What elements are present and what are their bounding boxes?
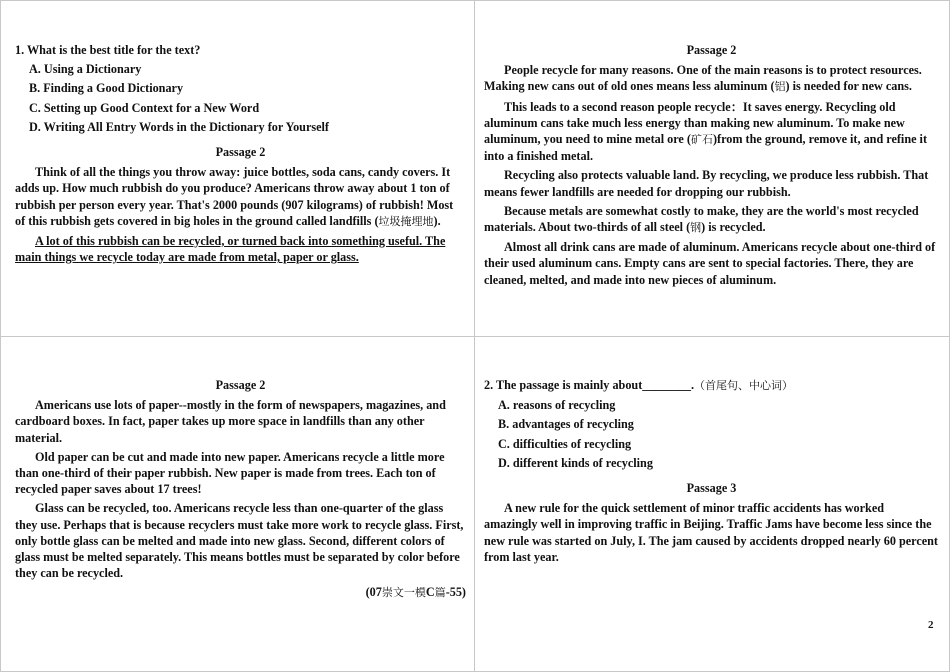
option-c: C. Setting up Good Context for a New Word: [29, 100, 260, 115]
passage-title: Passage 2: [686, 43, 737, 57]
option-d: D. different kinds of recycling: [498, 455, 653, 470]
option-d: D. Writing All Entry Words in the Dictionary for Yourself: [29, 119, 329, 134]
paragraph: Think of all the things you throw away: juice bottles, soda cans, candy covers. It adds up. How much rubbish do you produce? Americans throw away about 1 ton of rubbish per person every year. That's 2000 pounds (907 kilograms) of rubbish! Most of this rubbish gets covered in big holes in the ground called landfills (垃圾掩埋地).: [15, 165, 454, 228]
passage-title: Passage 3: [686, 481, 737, 496]
page-number: 2: [928, 619, 934, 631]
question-2: 2. The passage is mainly about________.（首尾句、中心词）: [484, 378, 794, 392]
cjk-gloss: 铝: [774, 80, 786, 94]
cjk-gloss: 钢: [690, 221, 702, 235]
option-b: B. advantages of recycling: [498, 417, 634, 432]
option-a: A. Using a Dictionary: [29, 62, 142, 77]
paragraph: A new rule for the quick settlement of minor traffic accidents has worked amazingly well in improving traffic in Beijing. Traffic Jams have become less since the new rule was started on July, I. The jam caused by accidents dropped nearly 60 percent from last year.: [484, 501, 938, 564]
bottom-left-panel: [15, 377, 466, 602]
bottom-right-panel: [484, 377, 939, 568]
paragraph: This leads to a second reason people recycle：It saves energy. Recycling old aluminum cans take much less energy than making new aluminum. To make new aluminum, you need to mine metal ore (矿石)from the ground, remove it, and refine it into a finished metal.: [484, 99, 928, 164]
paragraph: Because metals are somewhat costly to make, they are the world's most recycled materials. About two-thirds of all steel (钢) is recycled.: [484, 203, 919, 235]
cjk-gloss: 矿石: [690, 133, 713, 147]
paragraph: Glass can be recycled, too. Americans recycle less than one-quarter of the glass they use. Perhaps that is because recyclers must take more work to recycle glass. First, only bottle glass can be melted and made into new glass. Second, different colors of glass must be melted separately. This means bottles must be separated by color before they can be recycled.: [15, 501, 464, 581]
top-left-panel: [15, 42, 466, 268]
paragraph: Old paper can be cut and made into new paper. Americans recycle a little more than one-third of their paper rubbish. New paper is made from trees. Each ton of recycled paper saves about 17 trees!: [15, 449, 445, 497]
paragraph: Americans use lots of paper--mostly in the form of newspapers, magazines, and cardboard boxes. In fact, paper takes up more space in landfills than any other material.: [15, 398, 446, 445]
paragraph: People recycle for many reasons. One of the main reasons is to protect resources. Making new cans out of old ones means less aluminum (铝) is needed for new cans.: [484, 63, 922, 94]
option-b: B. Finding a Good Dictionary: [29, 81, 184, 96]
horizontal-divider: [0, 336, 950, 337]
paragraph: Almost all drink cans are made of aluminum. Americans recycle about one-third of their used aluminum cans. Empty cans are sent to special factories. There, they are cleaned, melted, and made into new pieces of aluminum.: [484, 240, 936, 287]
question-1: 1. What is the best title for the text?: [15, 43, 201, 57]
top-right-panel: [484, 42, 939, 291]
cjk-gloss: 垃圾掩埋地: [378, 214, 434, 228]
option-a: A. reasons of recycling: [498, 398, 616, 413]
underlined-paragraph: A lot of this rubbish can be recycled, or turned back into something useful. The main things we recycle today are made from metal, paper or glass.: [15, 234, 446, 265]
passage-title: Passage 2: [215, 378, 266, 392]
passage-title: Passage 2: [215, 145, 266, 160]
option-c: C. difficulties of recycling: [498, 436, 632, 451]
question-note: （首尾句、中心词）: [694, 379, 794, 392]
paragraph: Recycling also protects valuable land. By recycling, we produce less rubbish. That means fewer landfills are needed for dropping our rubbish.: [484, 168, 929, 199]
source-citation: (07崇文一模C篇-55): [365, 585, 466, 600]
